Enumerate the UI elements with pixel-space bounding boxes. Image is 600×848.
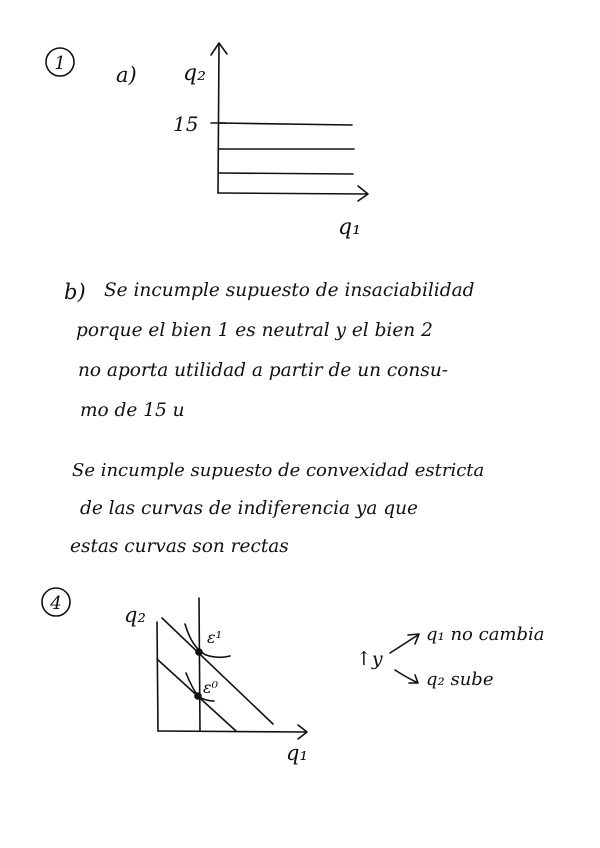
graph-1-x-axis-label: q₁	[338, 215, 361, 240]
exercise-4-notes	[356, 624, 545, 690]
paragraph-2-line-1: Se incumple supuesto de convexidad estricta	[72, 460, 485, 481]
exercise-4-number	[42, 588, 70, 616]
graph-1-x-axis	[218, 193, 367, 194]
graph-4-point-lower-label: ε⁰	[203, 678, 218, 697]
svg-text:4: 4	[50, 593, 62, 614]
paragraph-2-line-2: de las curvas de indiferencia ya que	[80, 498, 418, 519]
graph-4-point-lower	[194, 692, 202, 700]
graph-4-point-upper-label: ε¹	[207, 628, 222, 647]
graph-1-indifference-line	[219, 173, 353, 174]
graph-4-point-upper	[195, 648, 203, 656]
paragraph-2-line-3: estas curvas son rectas	[70, 536, 289, 557]
note-line-2: q₂ sube	[426, 669, 494, 690]
paragraph-1-line-3: no aporta utilidad a partir de un consu-	[78, 360, 448, 381]
graph-4-vertical-line	[199, 598, 200, 731]
arrow-up-right-icon	[390, 634, 419, 653]
graph-1	[173, 43, 368, 240]
graph-4-y-axis-label: q₂	[124, 603, 146, 627]
graph-1-y-axis	[218, 45, 219, 193]
arrow-down-right-icon	[395, 670, 418, 683]
graph-4	[124, 598, 308, 765]
paragraph-1-line-4: mo de 15 u	[80, 400, 185, 421]
part-a-label: a)	[116, 63, 137, 87]
graph-4-x-axis	[158, 731, 306, 732]
part-b-label: b)	[64, 280, 86, 304]
paragraph-1-line-1: Se incumple supuesto de insaciabilidad	[104, 280, 475, 301]
paragraph-1-line-2: porque el bien 1 es neutral y el bien 2	[76, 320, 433, 341]
graph-1-y-axis-label: q₂	[183, 61, 206, 86]
graph-1-tick-label-15: 15	[173, 112, 199, 136]
graph-4-x-axis-label: q₁	[286, 741, 308, 765]
graph-1-indifference-line	[219, 123, 352, 125]
svg-text:1: 1	[54, 53, 66, 74]
note-line-1: q₁ no cambia	[426, 624, 545, 645]
graph-4-y-axis	[157, 622, 158, 731]
note-condition: ↑y	[356, 648, 383, 670]
exercise-1-number	[46, 48, 74, 76]
